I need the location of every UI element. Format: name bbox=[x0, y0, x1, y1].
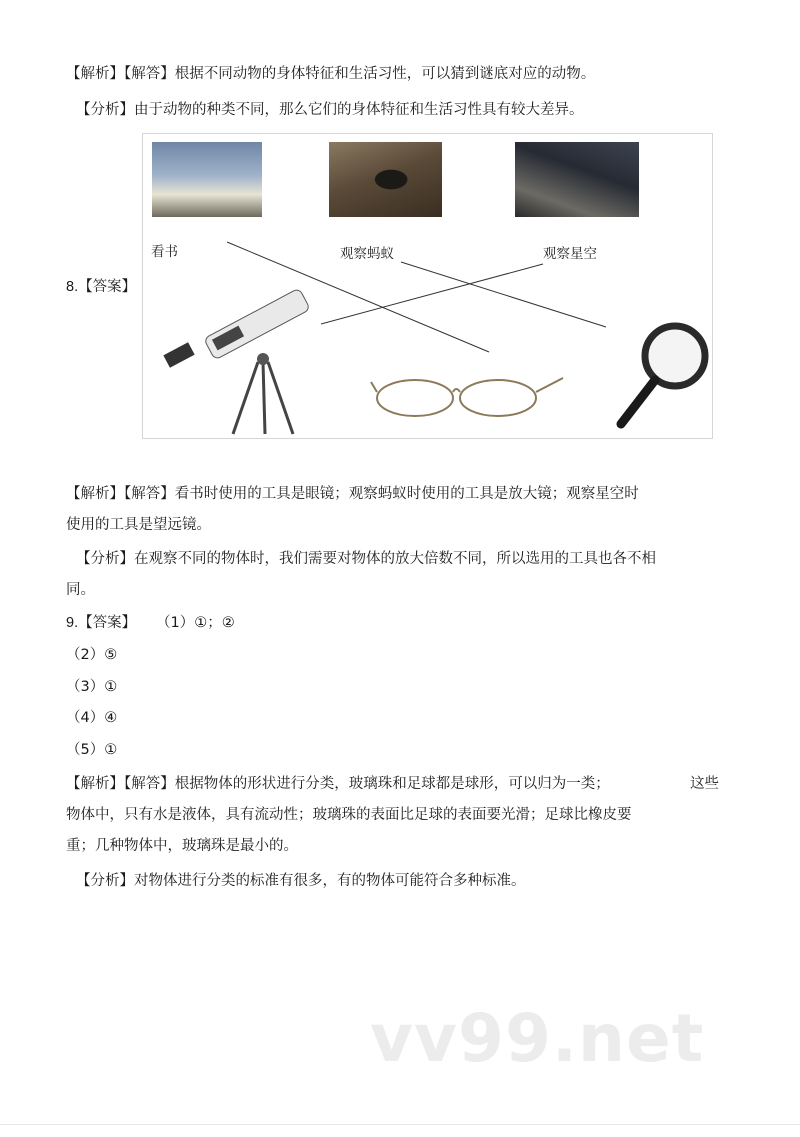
q9-answer-5: （5）① bbox=[66, 742, 118, 758]
watermark: vv99.net bbox=[370, 1000, 705, 1077]
telescope-icon bbox=[163, 288, 310, 434]
q8-note-line1: 【分析】在观察不同的物体时，我们需要对物体的放大倍数不同，所以选用的工具也各不相 bbox=[76, 551, 656, 567]
figure-drawing bbox=[143, 134, 712, 438]
q8-analysis-line2: 使用的工具是望远镜。 bbox=[66, 517, 211, 533]
q7-note: 【分析】由于动物的种类不同，那么它们的身体特征和生活习性具有较大差异。 bbox=[76, 102, 584, 118]
q9-analysis-line2: 物体中，只有水是液体，具有流动性；玻璃珠的表面比足球的表面要光滑；足球比橡皮要 bbox=[66, 807, 632, 823]
line-stars-to-telescope bbox=[321, 264, 543, 324]
magnifier-icon bbox=[621, 326, 705, 424]
q9-answer-3: （3）① bbox=[66, 679, 118, 695]
label-reading: 看书 bbox=[151, 244, 178, 260]
q9-answer-label: 9.【答案】 bbox=[66, 615, 137, 631]
label-observe-stars: 观察星空 bbox=[543, 246, 597, 262]
page-bottom-rule bbox=[0, 1124, 800, 1125]
matching-figure bbox=[142, 133, 713, 439]
q8-analysis-line1: 【解析】【解答】看书时使用的工具是眼镜；观察蚂蚁时使用的工具是放大镜；观察星空时 bbox=[66, 486, 639, 502]
q9-answer-2: （2）⑤ bbox=[66, 647, 118, 663]
label-observe-ants: 观察蚂蚁 bbox=[340, 246, 394, 262]
q9-answer-1: （1）①；② bbox=[156, 615, 235, 631]
q8-note-line2: 同。 bbox=[66, 582, 95, 598]
q9-note: 【分析】对物体进行分类的标准有很多，有的物体可能符合多种标准。 bbox=[76, 873, 526, 889]
q9-analysis-line1-tail: 这些 bbox=[690, 776, 719, 792]
glasses-icon bbox=[371, 378, 563, 416]
line-reading-to-glasses bbox=[227, 242, 489, 352]
q9-answer-4: （4）④ bbox=[66, 710, 118, 726]
q9-analysis-line1: 【解析】【解答】根据物体的形状进行分类，玻璃珠和足球都是球形，可以归为一类； bbox=[66, 776, 610, 792]
q8-answer-label: 8.【答案】 bbox=[66, 279, 137, 295]
q9-analysis-line3: 重；几种物体中，玻璃珠是最小的。 bbox=[66, 838, 298, 854]
q7-analysis: 【解析】【解答】根据不同动物的身体特征和生活习性，可以猜到谜底对应的动物。 bbox=[66, 66, 596, 82]
